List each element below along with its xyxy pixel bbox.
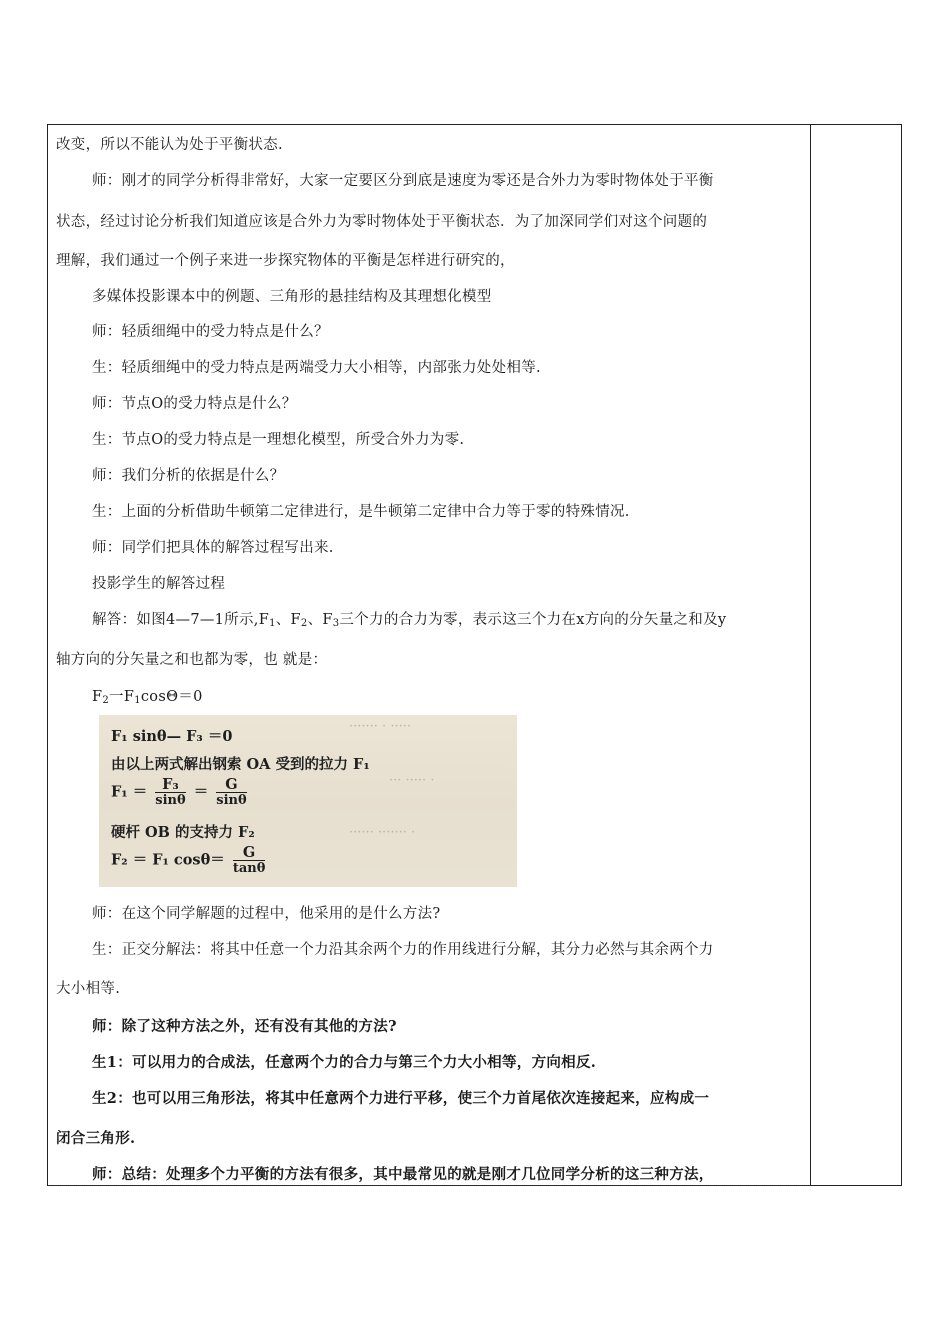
denominator: tanθ [232, 861, 266, 876]
paragraph: 师：在这个同学解题的过程中，他采用的是什么方法? [92, 906, 441, 922]
paragraph: 师：除了这种方法之外，还有没有其他的方法? [92, 1018, 397, 1035]
bleed-through-text: ······ ······· · [349, 825, 416, 840]
numerator: F₃ [155, 777, 185, 793]
numerator: G [216, 777, 246, 793]
lesson-table [47, 124, 902, 1186]
formula-lhs: F₁ ＝ [111, 783, 148, 801]
equation-line [92, 685, 203, 706]
paragraph: 师：同学们把具体的解答过程写出来. [92, 540, 334, 556]
equals-sign: ＝ [193, 783, 209, 801]
denominator: sinθ [216, 793, 247, 808]
paragraph: 轴方向的分矢量之和也都为零，也 就是： [56, 652, 328, 668]
paragraph: 师：我们分析的依据是什么？ [92, 468, 285, 484]
formula-line: 由以上两式解出钢索 OA 受到的拉力 F₁ [111, 756, 370, 773]
formula-line: 硬杆 OB 的支持力 F₂ [111, 824, 255, 841]
paragraph: 师：节点O的受力特点是什么？ [92, 396, 297, 412]
formula-line [111, 777, 250, 808]
paragraph: 闭合三角形. [56, 1130, 136, 1147]
paragraph [92, 608, 726, 629]
bleed-through-text: ··· ····· · [389, 773, 435, 788]
fraction [155, 777, 185, 808]
paragraph: 投影学生的解答过程 [92, 576, 226, 592]
equation-text: cosΘ＝0 [140, 689, 203, 705]
paragraph: 生1：可以用力的合成法，任意两个力的合力与第三个力大小相等，方向相反. [92, 1054, 597, 1071]
denominator: sinθ [155, 793, 186, 808]
page-break-line [48, 1185, 810, 1186]
fraction [233, 845, 266, 876]
paragraph: 大小相等. [56, 981, 121, 997]
paragraph: 生：轻质细绳中的受力特点是两端受力大小相等，内部张力处处相等. [92, 360, 541, 376]
paragraph: 状态，经过讨论分析我们知道应该是合外力为零时物体处于平衡状态．为了加深同学们对这个问题的 [56, 214, 708, 230]
paragraph: 生：节点O的受力特点是一理想化模型，所受合外力为零. [92, 432, 465, 448]
paragraph-text: 解答：如图4—7—1所示, [92, 612, 259, 628]
paragraph: 生：正交分解法：将其中任意一个力沿其余两个力的作用线进行分解，其分力必然与其余两个力 [92, 942, 714, 958]
paragraph: 师：轻质细绳中的受力特点是什么？ [92, 324, 329, 340]
fraction [216, 777, 246, 808]
paragraph: 理解，我们通过一个例子来进一步探究物体的平衡是怎样进行研究的， [56, 253, 515, 269]
scanned-formula-image [99, 715, 517, 887]
formula-line: F₁ sinθ— F₃ ＝0 [111, 728, 233, 745]
formula-lhs: F₂ ＝ F₁ cosθ＝ [111, 851, 225, 869]
paragraph: 生2：也可以用三角形法，将其中任意两个力进行平移，使三个力首尾依次连接起来，应构成一 [92, 1090, 710, 1107]
notes-column-divider [810, 125, 811, 1185]
equation-prefix: $F_2$一$F_1$ [92, 689, 141, 706]
paragraph: 生：上面的分析借助牛顿第二定律进行，是牛顿第二定律中合力等于零的特殊情况. [92, 504, 630, 520]
paragraph-text: 三个力的合力为零，表示这三个力在x方向的分矢量之和及y [339, 612, 727, 628]
paragraph: 师：总结：处理多个力平衡的方法有很多，其中最常见的就是刚才几位同学分析的这三种方法， [92, 1166, 714, 1183]
bleed-through-text: ······· · ····· [349, 719, 411, 734]
paragraph: 多媒体投影课本中的例题、三角形的悬挂结构及其理想化模型 [92, 289, 492, 305]
force-list: $F_1$、$F_2$、$F_3$ [258, 612, 340, 629]
paragraph: 改变，所以不能认为处于平衡状态. [56, 137, 283, 153]
formula-line [111, 845, 268, 876]
numerator: G [233, 845, 266, 861]
paragraph: 师：刚才的同学分析得非常好，大家一定要区分到底是速度为零还是合外力为零时物体处于平衡 [92, 173, 714, 189]
